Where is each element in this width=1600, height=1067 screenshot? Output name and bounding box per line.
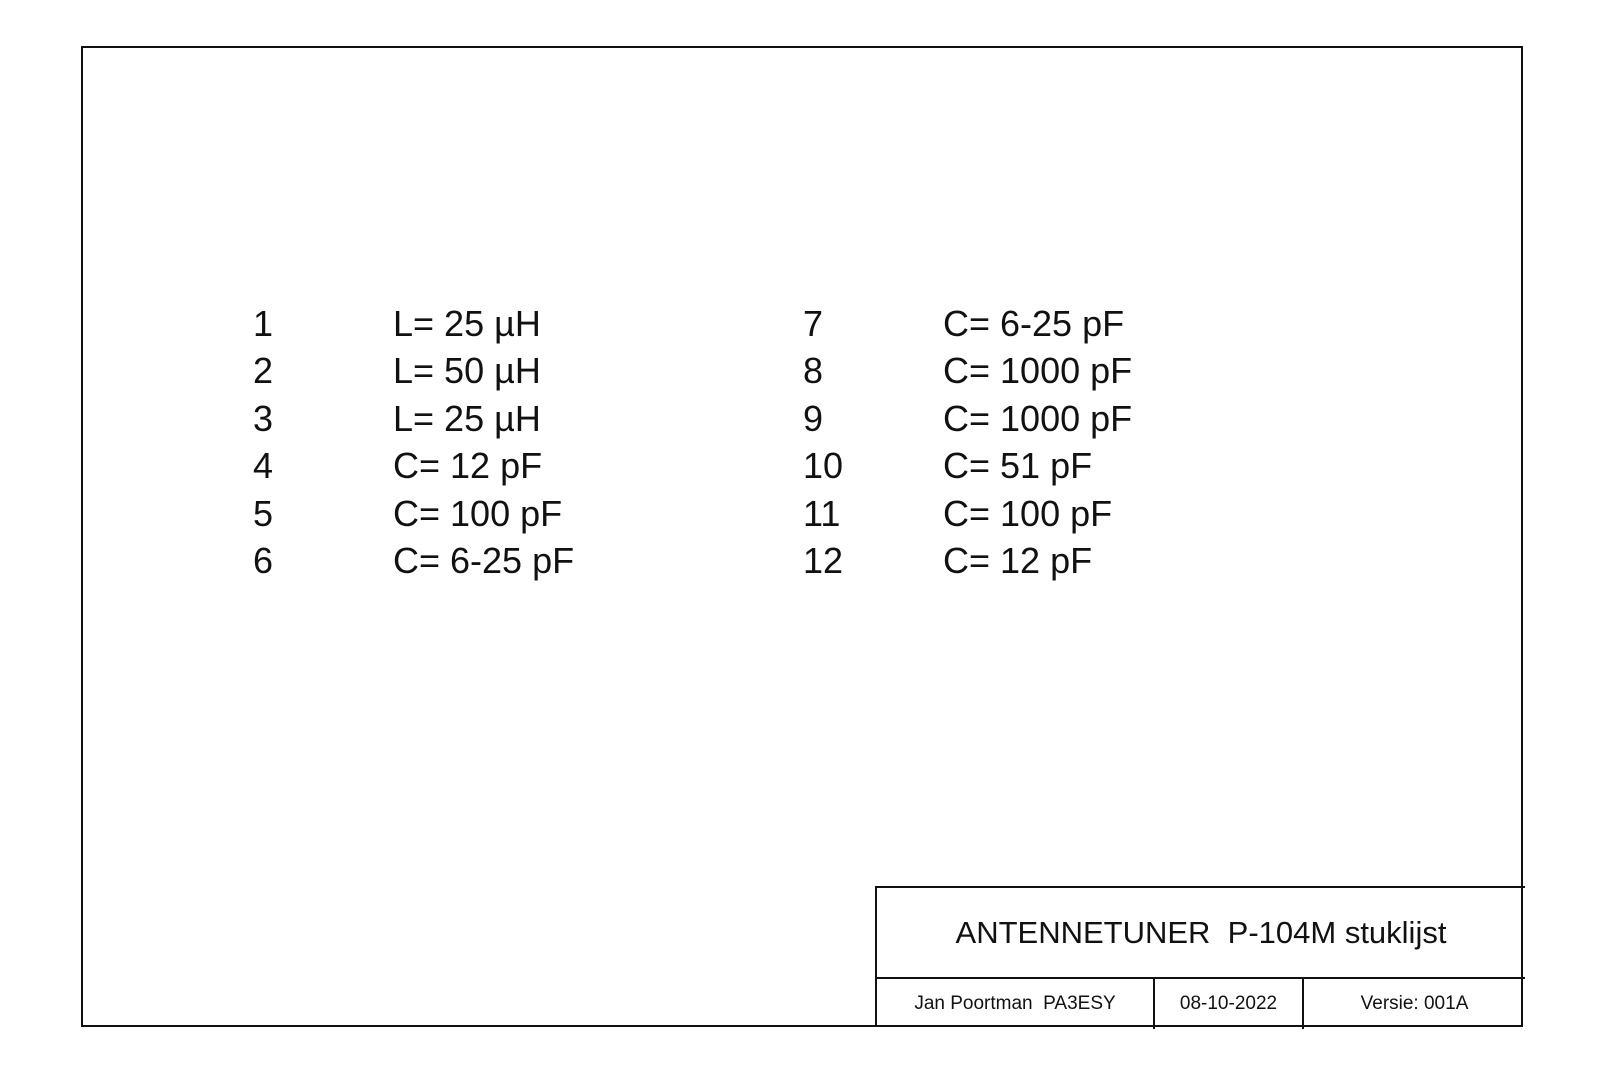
part-value: C= 12 pF	[943, 539, 1093, 581]
part-value: L= 25 µH	[393, 303, 541, 344]
drawing-sheet	[81, 46, 1523, 1027]
part-value: C= 51 pF	[943, 445, 1093, 487]
part-number: 12	[803, 539, 844, 581]
part-number: 8	[803, 350, 824, 392]
author-cell: Jan Poortman PA3ESY	[877, 979, 1155, 1029]
title-block-info-row	[877, 979, 1525, 1029]
part-value: C= 6-25 pF	[943, 303, 1125, 344]
part-value: L= 25 µH	[393, 397, 541, 439]
part-number: 11	[803, 492, 841, 534]
part-value: C= 6-25 pF	[393, 539, 575, 581]
part-number: 10	[803, 445, 844, 487]
date-cell: 08-10-2022	[1155, 979, 1304, 1029]
part-value: C= 12 pF	[393, 445, 543, 487]
drawing-title: ANTENNETUNER P-104M stuklijst	[877, 888, 1525, 979]
title-block	[875, 886, 1525, 1027]
part-number: 1	[253, 303, 274, 344]
part-number: 4	[253, 445, 274, 487]
part-value: C= 1000 pF	[943, 350, 1133, 392]
part-number: 5	[253, 492, 274, 534]
part-value: C= 100 pF	[393, 492, 563, 534]
version-cell: Versie: 001A	[1360, 993, 1469, 1014]
part-number: 7	[803, 303, 824, 344]
part-number: 9	[803, 397, 824, 439]
part-number: 3	[253, 397, 274, 439]
part-value: C= 100 pF	[943, 492, 1113, 534]
part-value: C= 1000 pF	[943, 397, 1133, 439]
part-value: L= 50 µH	[393, 350, 541, 392]
part-number: 2	[253, 350, 274, 392]
part-number: 6	[253, 539, 274, 581]
